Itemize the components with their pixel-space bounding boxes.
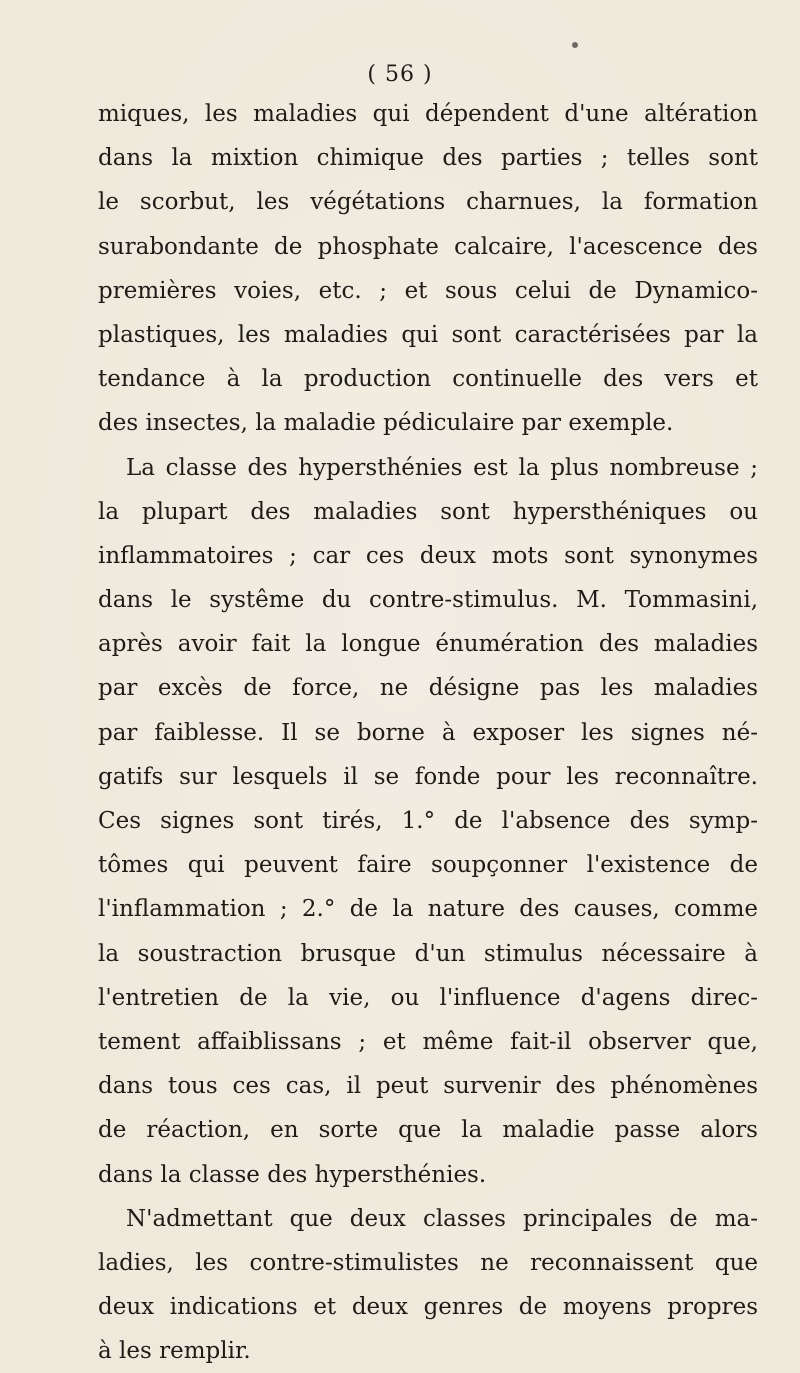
text-line: gatifs sur lesquels il se fonde pour les reconnaître. [98, 763, 758, 790]
text-line: par excès de force, ne désigne pas les maladies [98, 675, 758, 702]
text-line: par faiblesse. Il se borne à exposer les signes né- [98, 719, 758, 746]
text-line: le scorbut, les végétations charnues, la formation [98, 189, 758, 216]
text-line: l'entretien de la vie, ou l'influence d'agens direc- [98, 984, 758, 1011]
page-number: ( 56 ) [367, 62, 433, 87]
text-line: après avoir fait la longue énumération des maladies [98, 631, 758, 658]
body-text [98, 92, 758, 1373]
text-line: l'inflammation ; 2.° de la nature des causes, comme [98, 896, 758, 923]
text-line: dans tous ces cas, il peut survenir des phénomènes [98, 1073, 758, 1100]
text-line: Ces signes sont tirés, 1.° de l'absence des symp- [98, 808, 758, 834]
text-line: la plupart des maladies sont hypersthéniques ou [98, 498, 758, 525]
text-line: à les remplir. [98, 1338, 251, 1365]
text-line: dans le systême du contre-stimulus. M. Tommasini, [98, 587, 758, 614]
text-line: N'admettant que deux classes principales de ma- [126, 1205, 758, 1232]
text-line: miques, les maladies qui dépendent d'une altération [98, 101, 758, 127]
text-line: dans la classe des hypersthénies. [98, 1161, 487, 1188]
text-line: deux indications et deux genres de moyens propres [98, 1294, 758, 1321]
text-line: de réaction, en sorte que la maladie passe alors [98, 1117, 758, 1144]
text-line: des insectes, la maladie pédiculaire par exemple. [98, 410, 674, 437]
text-line: tendance à la production continuelle des vers et [98, 366, 758, 393]
text-line: tement affaiblissans ; et même fait-il observer que, [98, 1028, 758, 1055]
text-line: inflammatoires ; car ces deux mots sont synonymes [98, 542, 758, 569]
text-line: surabondante de phosphate calcaire, l'acescence des [98, 233, 758, 260]
text-line: tômes qui peuvent faire soupçonner l'existence de [98, 852, 758, 879]
text-line: dans la mixtion chimique des parties ; telles sont [98, 145, 758, 172]
text-line: plastiques, les maladies qui sont caractérisées par la [98, 321, 758, 348]
ink-speck [572, 42, 578, 48]
text-line: la soustraction brusque d'un stimulus nécessaire à [98, 940, 758, 967]
text-line: premières voies, etc. ; et sous celui de Dynamico- [98, 277, 758, 304]
text-line: La classe des hypersthénies est la plus nombreuse ; [126, 454, 758, 481]
text-line: ladies, les contre-stimulistes ne reconnaissent que [98, 1249, 758, 1276]
